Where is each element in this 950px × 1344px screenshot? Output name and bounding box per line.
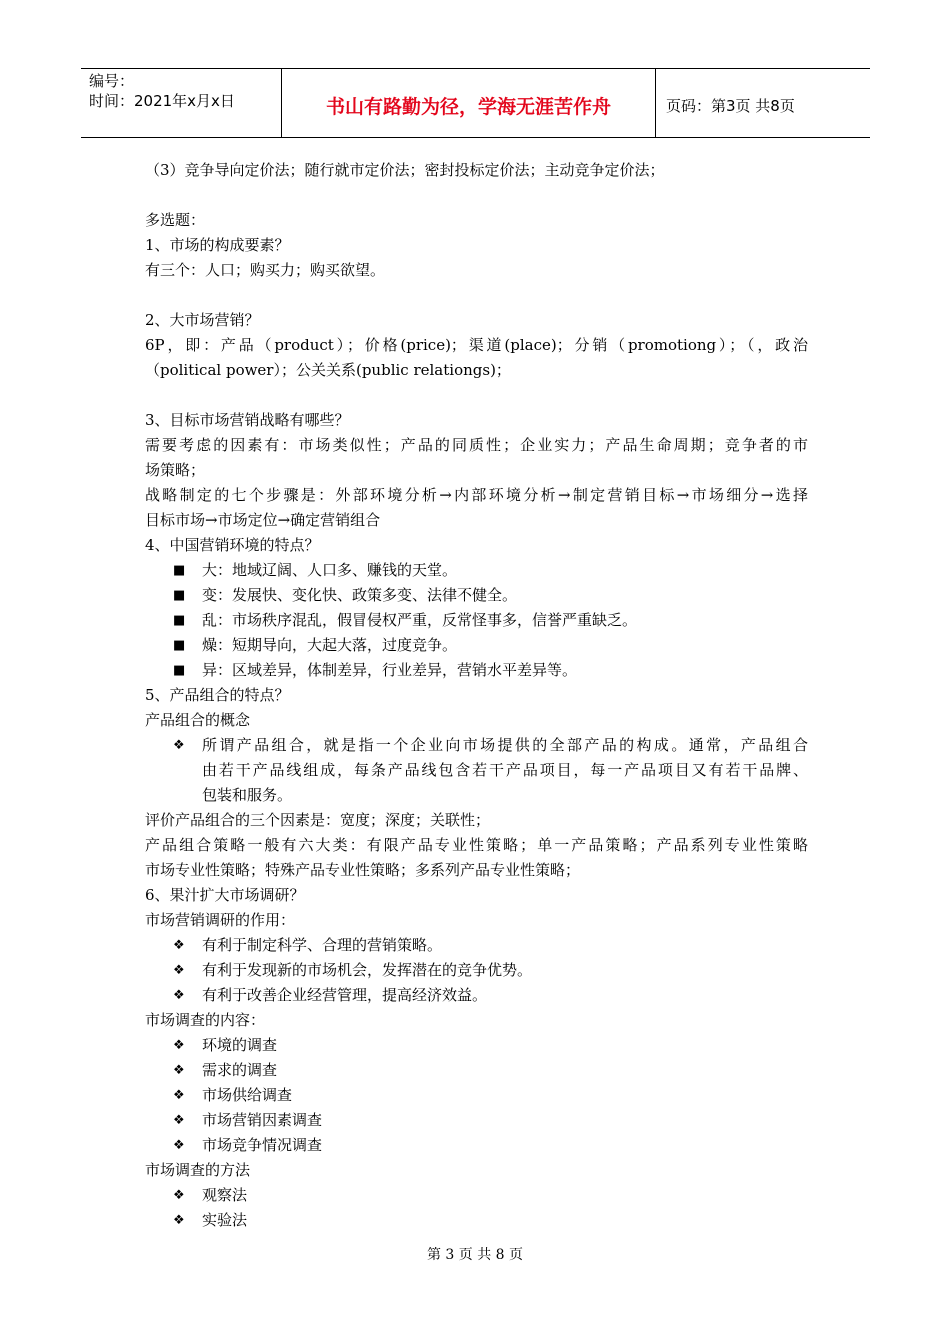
diamond-bullet-icon: ❖ [173, 1138, 185, 1153]
paragraph: 产品组合的概念 [145, 711, 251, 729]
diamond-bullet-icon: ❖ [173, 1038, 185, 1053]
paragraph: 评价产品组合的三个因素是：宽度；深度；关联性； [145, 811, 491, 829]
diamond-bullet-icon: ❖ [173, 1063, 185, 1078]
time-label: 时间：2021年x月x日 [89, 92, 235, 110]
document-body [145, 158, 808, 1233]
list-item: ❖ 有利于制定科学、合理的营销策略。 [145, 933, 808, 958]
paragraph: 市场调查的内容： [145, 1011, 266, 1029]
square-bullet-icon: ■ [173, 563, 186, 578]
list-item: ❖ 有利于发现新的市场机会，发挥潜在的竞争优势。 [145, 958, 808, 983]
diamond-bullet-icon: ❖ [173, 1113, 185, 1128]
list-item: ❖ 环境的调查 [145, 1033, 808, 1058]
paragraph: （3）竞争导向定价法；随行就市定价法；密封投标定价法；主动竞争定价法； [145, 161, 665, 179]
list-item: ❖ 观察法 [145, 1183, 808, 1208]
page-header [81, 68, 870, 138]
diamond-bullet-icon: ❖ [173, 1188, 185, 1203]
paragraph: 需要考虑的因素有：市场类似性；产品的同质性；企业实力；产品生命周期；竞争者的市 [145, 436, 808, 454]
paragraph: 6P，即：产品（product）；价格(price)；渠道(place)；分销（promotiong）；（，政治 [145, 336, 808, 354]
list-item: ❖ 有利于改善企业经营管理，提高经济效益。 [145, 983, 808, 1008]
paragraph: 产品组合策略一般有六大类：有限产品专业性策略；单一产品策略；产品系列专业性策略 [145, 836, 808, 854]
page-footer: 第 3 页 共 8 页 [426, 1247, 524, 1263]
square-bullet-icon: ■ [173, 638, 186, 653]
header-page-info: 页码：第3页 共8页 [666, 96, 795, 115]
list-item: ■ 燥：短期导向，大起大落，过度竞争。 [145, 633, 808, 658]
list-item: ❖ 需求的调查 [145, 1058, 808, 1083]
paragraph: 市场营销调研的作用： [145, 911, 296, 929]
list-item: ❖ 市场竞争情况调查 [145, 1133, 808, 1158]
list-item: ❖ 实验法 [145, 1208, 808, 1233]
diamond-bullet-icon: ❖ [173, 1088, 185, 1103]
question-heading: 5、产品组合的特点？ [145, 686, 290, 704]
list-item: ■ 乱：市场秩序混乱，假冒侵权严重，反常怪事多，信誉严重缺乏。 [145, 608, 808, 633]
list-item: ❖ 市场营销因素调查 [145, 1108, 808, 1133]
list-item: ❖ 市场供给调查 [145, 1083, 808, 1108]
paragraph: 市场专业性策略；特殊产品专业性策略；多系列产品专业性策略； [145, 861, 581, 879]
diamond-bullet-icon: ❖ [173, 938, 185, 953]
section-heading: 多选题： [145, 211, 206, 229]
square-bullet-icon: ■ [173, 588, 186, 603]
square-bullet-icon: ■ [173, 613, 186, 628]
paragraph: 有三个：人口；购买力；购买欲望。 [145, 261, 386, 279]
question-heading: 4、中国营销环境的特点？ [145, 536, 320, 554]
paragraph: 目标市场→市场定位→确定营销组合 [145, 511, 381, 529]
list-item: ■ 异：区域差异，体制差异，行业差异，营销水平差异等。 [145, 658, 808, 683]
spacer [145, 283, 808, 308]
list-item: ■ 变：发展快、变化快、政策多变、法律不健全。 [145, 583, 808, 608]
diamond-bullet-icon: ❖ [173, 988, 185, 1003]
question-heading: 3、目标市场营销战略有哪些？ [145, 411, 350, 429]
header-motto: 书山有路勤为径，学海无涯苦作舟 [282, 69, 656, 137]
diamond-bullet-icon: ❖ [173, 738, 185, 753]
question-heading: 6、果汁扩大市场调研？ [145, 886, 305, 904]
list-item: ❖ 所谓产品组合，就是指一个企业向市场提供的全部产品的构成。通常，产品组合 由若干产品线组成，每条产品线包含若干产品项目，每一产品项目又有若干品牌、 包装和服务。 [145, 733, 808, 808]
spacer [145, 383, 808, 408]
spacer [145, 183, 808, 208]
paragraph: （political power）；公关关系(public relationgs)； [145, 361, 511, 379]
question-heading: 1、市场的构成要素？ [145, 236, 290, 254]
header-meta [81, 69, 282, 137]
number-label: 编号： [89, 72, 135, 90]
question-heading: 2、大市场营销？ [145, 311, 260, 329]
list-item: ■ 大：地域辽阔、人口多、赚钱的天堂。 [145, 558, 808, 583]
square-bullet-icon: ■ [173, 663, 186, 678]
diamond-bullet-icon: ❖ [173, 963, 185, 978]
paragraph: 市场调查的方法 [145, 1161, 251, 1179]
paragraph: 战略制定的七个步骤是：外部环境分析→内部环境分析→制定营销目标→市场细分→选择 [145, 486, 808, 504]
paragraph: 场策略； [145, 461, 206, 479]
diamond-bullet-icon: ❖ [173, 1213, 185, 1228]
